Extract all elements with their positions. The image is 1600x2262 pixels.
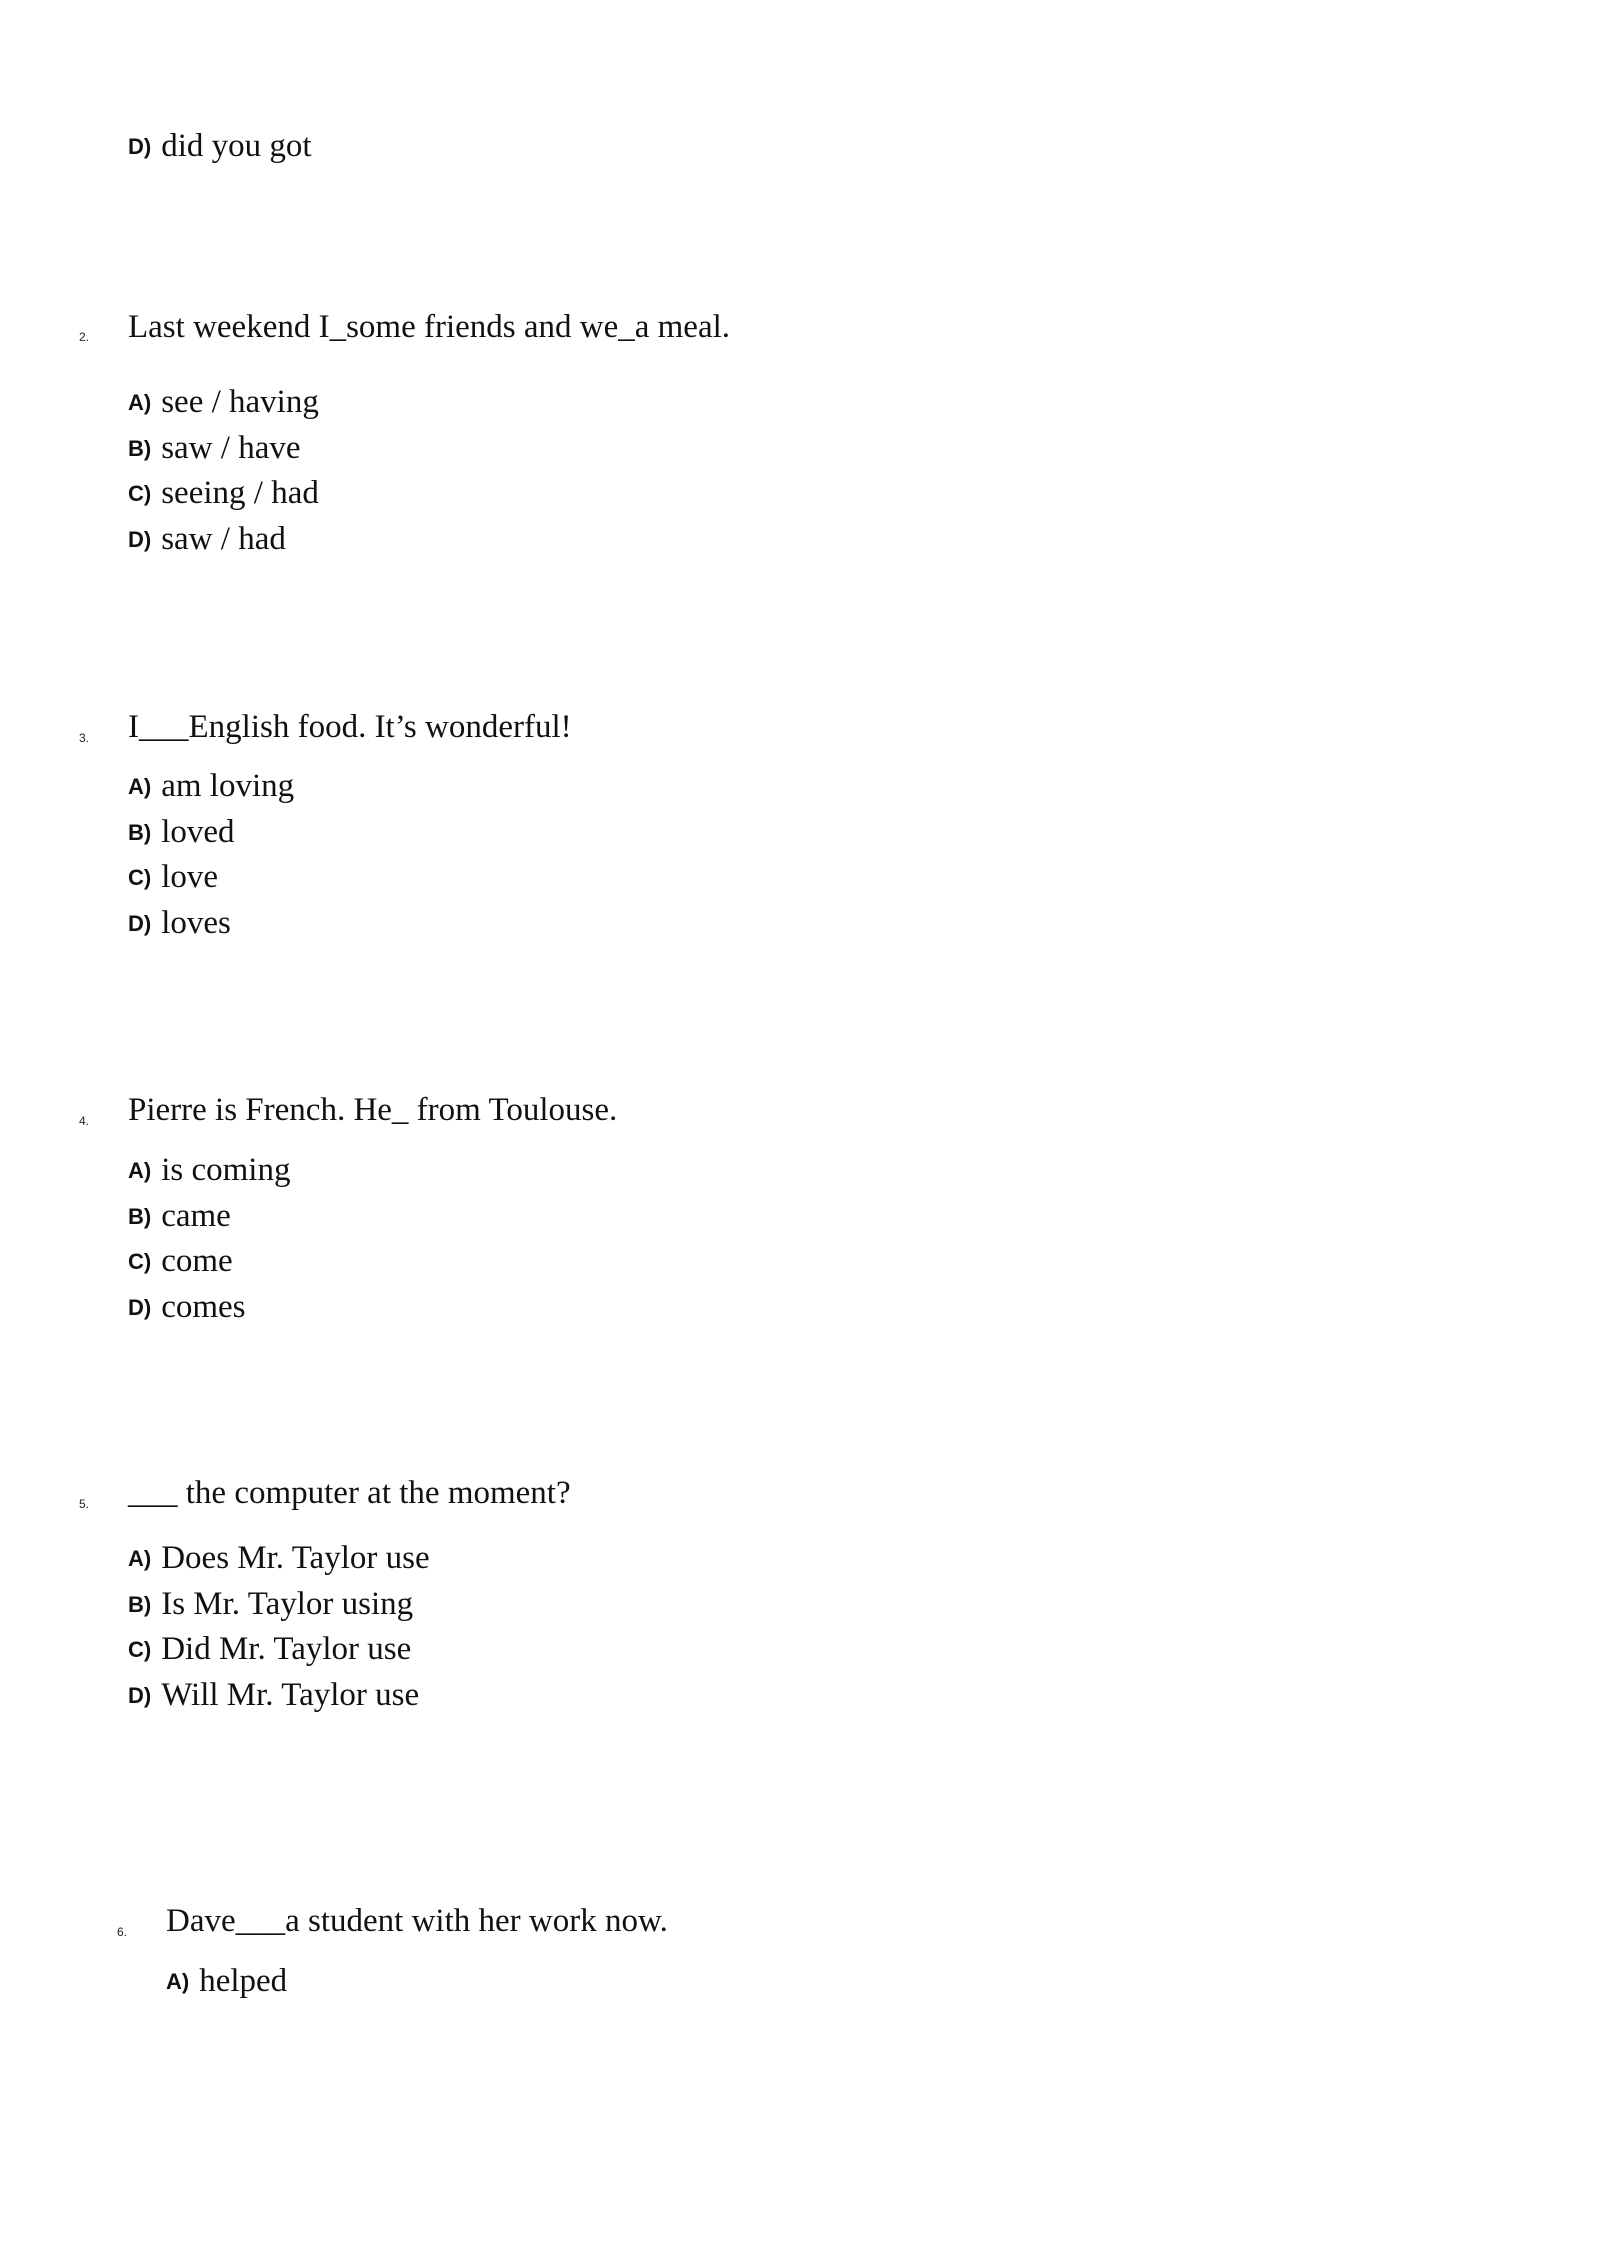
option-text: love	[161, 859, 219, 895]
option-letter: B)	[128, 820, 152, 845]
question-text: Dave___a student with her work now.	[166, 1903, 668, 1939]
option-a[interactable]	[128, 382, 319, 423]
option-letter: C)	[128, 481, 152, 506]
option-letter: A)	[128, 1158, 152, 1183]
question-number: 3.	[79, 731, 90, 745]
option-text: seeing / had	[161, 475, 319, 511]
option-text: came	[161, 1198, 231, 1234]
option-d[interactable]	[128, 1287, 246, 1328]
option-letter: C)	[128, 1637, 152, 1662]
option-text: saw / have	[161, 430, 301, 466]
question-number: 5.	[79, 1497, 90, 1511]
option-c[interactable]	[128, 1629, 411, 1670]
option-text: did you got	[161, 128, 312, 164]
question-number: 6.	[117, 1925, 128, 1939]
option-b[interactable]	[128, 1196, 231, 1237]
option-d[interactable]	[128, 1675, 419, 1716]
option-a[interactable]	[128, 766, 294, 807]
option-letter: D)	[128, 911, 152, 936]
option-text: loved	[161, 814, 235, 850]
option-letter: D)	[128, 1683, 152, 1708]
question-number: 4.	[79, 1114, 90, 1128]
option-c[interactable]	[128, 857, 218, 898]
option-c[interactable]	[128, 473, 319, 514]
question-text: Pierre is French. He_ from Toulouse.	[128, 1092, 618, 1128]
option-letter: A)	[128, 1546, 152, 1571]
option-text: Is Mr. Taylor using	[161, 1586, 414, 1622]
option-b[interactable]	[128, 812, 235, 853]
option-letter: B)	[128, 1592, 152, 1617]
option-text: am loving	[161, 768, 295, 804]
option-text: helped	[199, 1963, 288, 1999]
option-text: Does Mr. Taylor use	[161, 1540, 430, 1576]
option-letter: D)	[128, 527, 152, 552]
question-text: I___English food. It’s wonderful!	[128, 709, 572, 745]
option-text: comes	[161, 1289, 246, 1325]
option-a[interactable]	[166, 1961, 287, 2002]
option-d[interactable]	[128, 519, 286, 560]
carryover-option	[128, 126, 312, 167]
option-letter: A)	[128, 774, 152, 799]
option-letter: B)	[128, 436, 152, 461]
option-text: Will Mr. Taylor use	[161, 1677, 420, 1713]
option-a[interactable]	[128, 1538, 430, 1579]
option-text: see / having	[161, 384, 319, 420]
option-b[interactable]	[128, 1584, 413, 1625]
question-text: ___ the computer at the moment?	[128, 1475, 571, 1511]
question-number: 2.	[79, 330, 90, 344]
option-d[interactable]	[128, 903, 231, 944]
option-text: Did Mr. Taylor use	[161, 1631, 412, 1667]
option-letter: A)	[128, 390, 152, 415]
option-letter: D)	[128, 1295, 152, 1320]
option-text: is coming	[161, 1152, 291, 1188]
option-letter: D)	[128, 134, 152, 159]
option-text: saw / had	[161, 521, 286, 557]
option-b[interactable]	[128, 428, 301, 469]
option-text: loves	[161, 905, 231, 941]
option-letter: C)	[128, 1249, 152, 1274]
option-letter: B)	[128, 1204, 152, 1229]
question-text: Last weekend I_some friends and we_a meal.	[128, 309, 731, 345]
option-letter: A)	[166, 1969, 190, 1994]
option-text: come	[161, 1243, 233, 1279]
option-c[interactable]	[128, 1241, 233, 1282]
option-letter: C)	[128, 865, 152, 890]
option-a[interactable]	[128, 1150, 290, 1191]
